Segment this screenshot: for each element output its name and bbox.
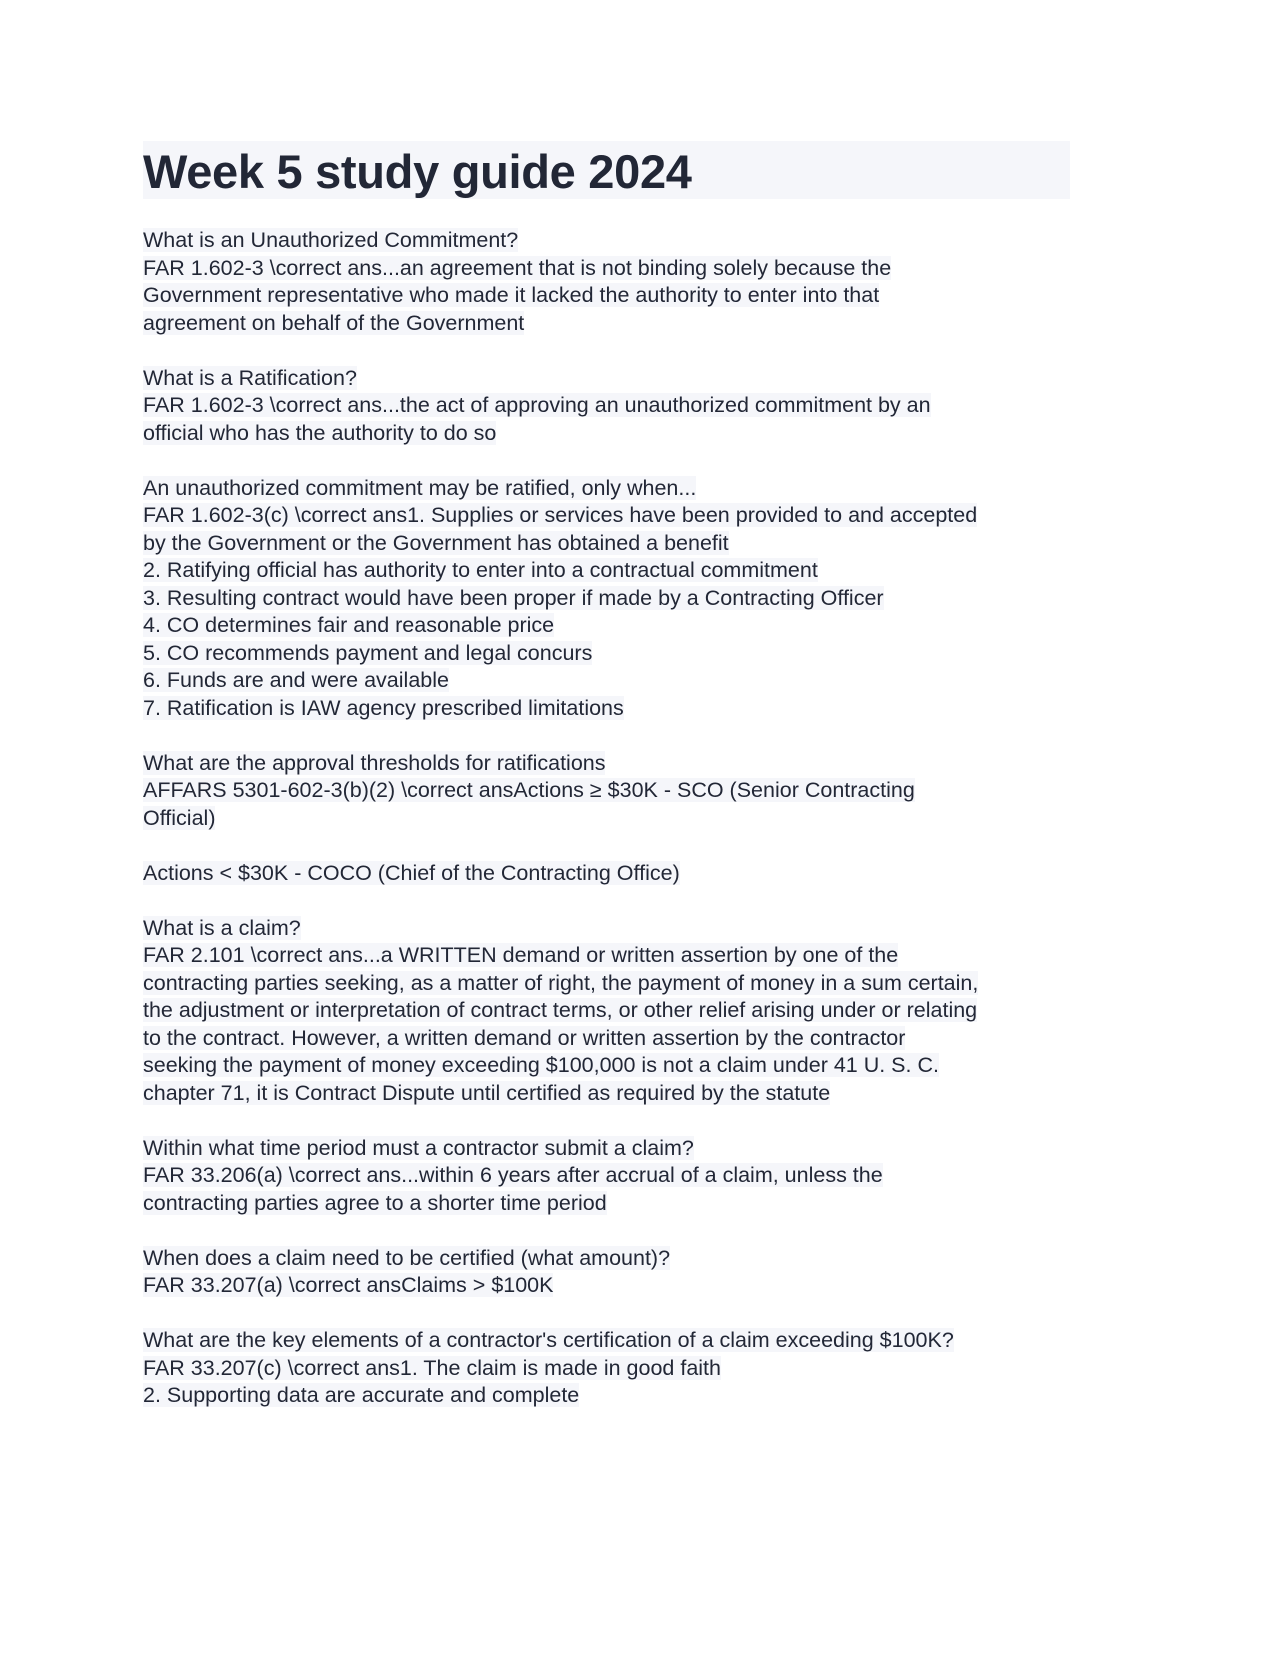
answer-text: FAR 1.602-3(c) \correct ans1. Supplies or services have been provided to and accepted [143, 503, 978, 527]
list-item: 4. CO determines fair and reasonable price [143, 613, 555, 637]
answer-text: FAR 1.602-3 \correct ans...an agreement that is not binding solely because the [143, 255, 892, 280]
answer-text: contracting parties seeking, as a matter of right, the payment of money in a sum certain, [143, 970, 979, 995]
answer-text: Government representative who made it lacked the authority to enter into that [143, 283, 880, 307]
answer-text: AFFARS 5301-602-3(b)(2) \correct ansActions ≥ $30K - SCO (Senior Contracting [143, 778, 915, 802]
answer-text: FAR 1.602-3 \correct ans...the act of approving an unauthorized commitment by an [143, 393, 931, 417]
page-title: Week 5 study guide 2024 [143, 145, 692, 198]
question-text: Within what time period must a contractor submit a claim? [143, 1135, 694, 1160]
answer-text: Official) [143, 805, 216, 830]
answer-text: FAR 33.207(c) \correct ans1. The claim is made in good faith [143, 1355, 721, 1380]
qa-certification-elements [143, 1327, 1068, 1410]
answer-text: to the contract. However, a written demand or written assertion by the contractor [143, 1025, 906, 1050]
question-text: What are the approval thresholds for ratifications [143, 750, 606, 775]
qa-claim-certification-amount [143, 1245, 1068, 1300]
list-item: 6. Funds are and were available [143, 668, 449, 692]
qa-approval-thresholds [143, 750, 1068, 833]
answer-text: Actions < $30K - COCO (Chief of the Contracting Office) [143, 860, 680, 885]
list-item: 2. Supporting data are accurate and complete [143, 1383, 580, 1407]
title-block [143, 141, 1070, 199]
answer-text: FAR 33.206(a) \correct ans...within 6 years after accrual of a claim, unless the [143, 1163, 883, 1187]
answer-text: agreement on behalf of the Government [143, 310, 525, 335]
qa-ratification [143, 365, 1068, 448]
list-item: 7. Ratification is IAW agency prescribed limitations [143, 695, 624, 720]
list-item: 3. Resulting contract would have been proper if made by a Contracting Officer [143, 585, 884, 610]
question-text: What is a claim? [143, 915, 301, 940]
question-text: What is a Ratification? [143, 365, 357, 390]
answer-text: official who has the authority to do so [143, 420, 497, 445]
document-body [143, 227, 1068, 1410]
qa-ratification-conditions [143, 475, 1068, 723]
list-item: 2. Ratifying official has authority to enter into a contractual commitment [143, 558, 818, 582]
question-text: What is an Unauthorized Commitment? [143, 228, 519, 252]
threshold-coco [143, 860, 1068, 888]
question-text: What are the key elements of a contractor's certification of a claim exceeding $100K? [143, 1328, 954, 1352]
list-item: 5. CO recommends payment and legal concurs [143, 640, 593, 665]
answer-text: FAR 2.101 \correct ans...a WRITTEN demand or written assertion by one of the [143, 943, 899, 967]
answer-text: seeking the payment of money exceeding $100,000 is not a claim under 41 U. S. C. [143, 1053, 939, 1077]
document-page [143, 141, 1068, 1437]
answer-text: chapter 71, it is Contract Dispute until certified as required by the statute [143, 1080, 831, 1105]
qa-claim [143, 915, 1068, 1108]
question-text: An unauthorized commitment may be ratified, only when... [143, 475, 697, 500]
qa-claim-time-period [143, 1135, 1068, 1218]
answer-text: the adjustment or interpretation of contract terms, or other relief arising under or relating [143, 998, 978, 1022]
answer-text: by the Government or the Government has obtained a benefit [143, 530, 729, 555]
answer-text: contracting parties agree to a shorter time period [143, 1190, 607, 1215]
qa-unauthorized-commitment [143, 227, 1068, 337]
answer-text: FAR 33.207(a) \correct ansClaims > $100K [143, 1273, 554, 1297]
question-text: When does a claim need to be certified (what amount)? [143, 1245, 671, 1270]
